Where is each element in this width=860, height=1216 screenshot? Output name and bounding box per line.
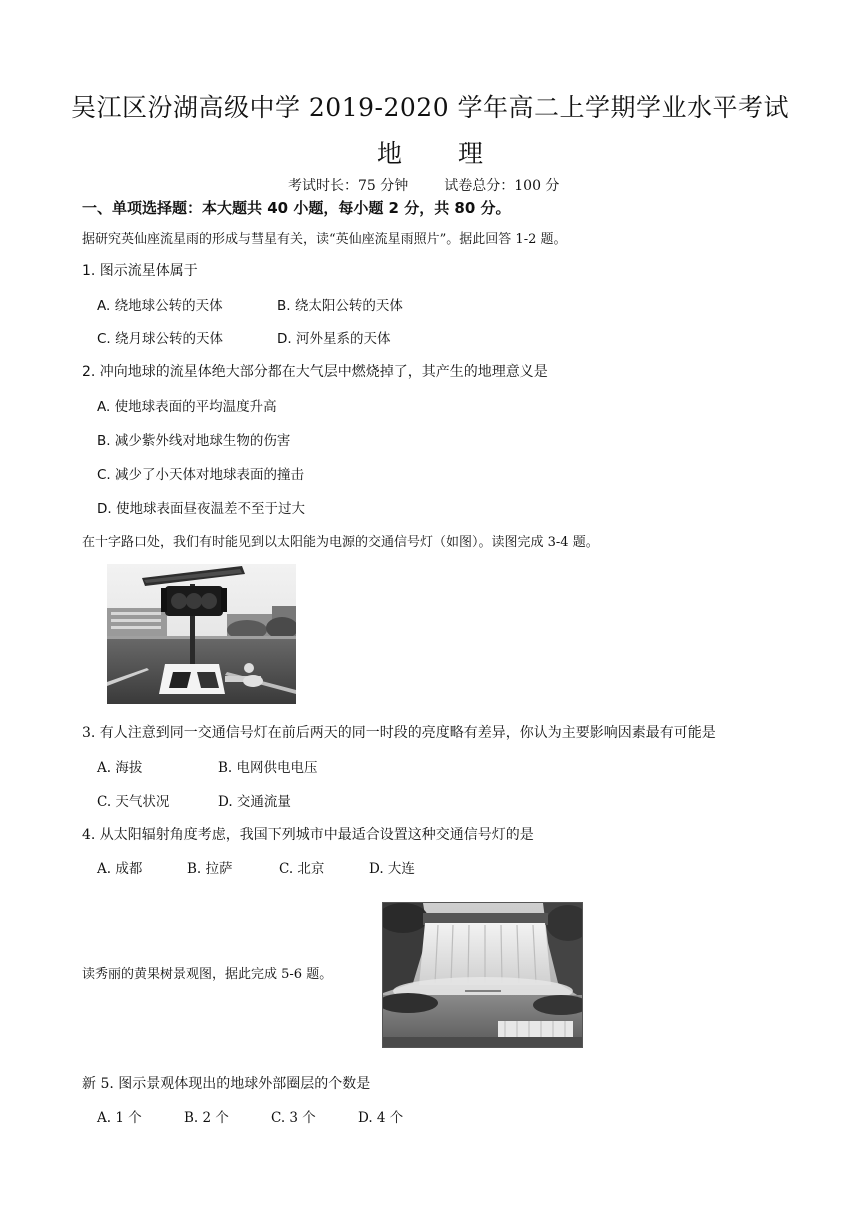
- question-4-stem: 4. 从太阳辐射角度考虑，我国下列城市中最适合设置这种交通信号灯的是: [82, 827, 534, 843]
- subject-char-2: 理: [458, 139, 484, 168]
- question-4-option-d: D. 大连: [369, 861, 415, 877]
- question-5-stem: 新 5. 图示景观体现出的地球外部圈层的个数是: [82, 1076, 371, 1092]
- question-3-option-a: A. 海拔: [97, 760, 143, 776]
- question-3-option-c: C. 天气状况: [97, 794, 170, 810]
- question-2-stem: 2. 冲向地球的流星体绝大部分都在大气层中燃烧掉了，其产生的地理意义是: [82, 364, 548, 380]
- exam-total-score: 试卷总分：100 分: [444, 178, 560, 194]
- intro-meteor: 据研究英仙座流星雨的形成与彗星有关，读“英仙座流星雨照片”。据此回答 1-2 题。: [82, 232, 567, 247]
- question-2-option-d: D. 使地球表面昼夜温差不至于过大: [97, 501, 305, 517]
- question-3-option-b: B. 电网供电电压: [218, 760, 318, 776]
- question-2-option-c: C. 减少了小天体对地球表面的撞击: [97, 467, 305, 483]
- question-1-stem: 1. 图示流星体属于: [82, 263, 198, 279]
- intro-waterfall: 读秀丽的黄果树景观图，据此完成 5-6 题。: [82, 967, 333, 982]
- question-2-option-a: A. 使地球表面的平均温度升高: [97, 399, 277, 415]
- question-5-option-b: B. 2 个: [184, 1110, 229, 1126]
- question-5-option-d: D. 4 个: [358, 1110, 404, 1126]
- exam-title: 吴江区汾湖高级中学 2019-2020 学年高二上学期学业水平考试: [70, 93, 790, 122]
- question-1-option-d: D. 河外星系的天体: [277, 331, 391, 347]
- question-2-option-b: B. 减少紫外线对地球生物的伤害: [97, 433, 291, 449]
- question-5-option-a: A. 1 个: [97, 1110, 142, 1126]
- question-3-stem: 3. 有人注意到同一交通信号灯在前后两天的同一时段的亮度略有差异，你认为主要影响因素最有可能是: [82, 725, 716, 741]
- question-1-option-c: C. 绕月球公转的天体: [97, 331, 224, 347]
- question-4-option-b: B. 拉萨: [187, 861, 233, 877]
- exam-duration: 考试时长：75 分钟: [288, 178, 409, 194]
- question-1-option-b: B. 绕太阳公转的天体: [277, 298, 403, 314]
- solar-traffic-light-photo: [107, 564, 296, 704]
- question-5-option-c: C. 3 个: [271, 1110, 316, 1126]
- subject-char-1: 地: [376, 139, 402, 168]
- huangguoshu-waterfall-photo: [382, 902, 583, 1048]
- subject-title: [0, 134, 860, 170]
- question-4-option-a: A. 成都: [97, 861, 143, 877]
- question-4-option-c: C. 北京: [279, 861, 325, 877]
- exam-meta: [288, 175, 559, 195]
- section-heading: 一、单项选择题：本大题共 40 小题，每小题 2 分，共 80 分。: [82, 199, 511, 217]
- intro-traffic-light: 在十字路口处，我们有时能见到以太阳能为电源的交通信号灯（如图）。读图完成 3-4 题。: [82, 535, 599, 550]
- question-1-option-a: A. 绕地球公转的天体: [97, 298, 223, 314]
- question-3-option-d: D. 交通流量: [218, 794, 291, 810]
